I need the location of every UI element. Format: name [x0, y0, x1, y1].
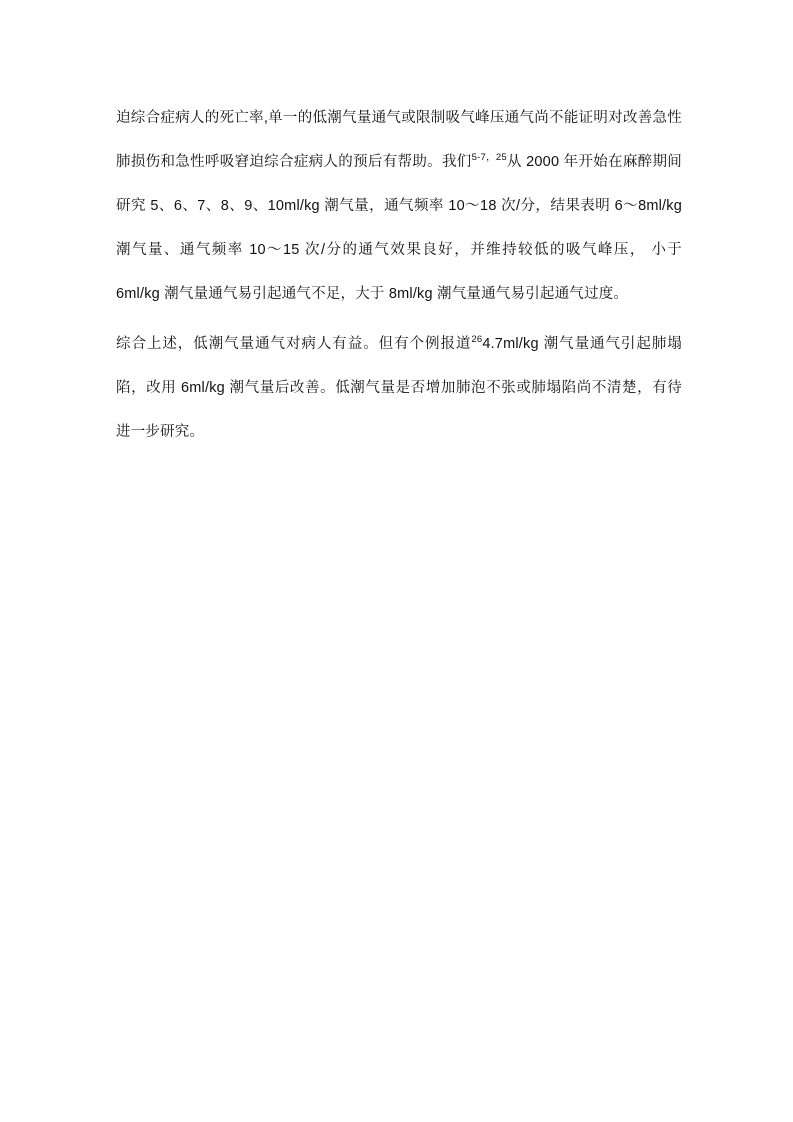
paragraph-1 [116, 96, 682, 316]
reference-superscript: 26 [471, 334, 483, 346]
text-run: 4.7ml/kg 潮气量通气引起肺塌陷，改用 6ml/kg 潮气量后改善。低潮气量是否增加肺泡不张或肺塌陷尚不清楚，有待进一步研究。 [116, 336, 682, 440]
document-body [116, 96, 682, 454]
text-run: 迫综合症病人的死亡率,单一的低潮气量通气或限制吸气峰压通气尚不能证明对改善急性肺损伤和急性呼吸窘迫综合症病人的预后有帮助。我们 [116, 110, 682, 170]
paragraph-2 [116, 322, 682, 454]
reference-superscript: 5-7，25 [471, 152, 507, 164]
text-run: 综合上述，低潮气量通气对病人有益。但有个例报道 [116, 336, 472, 352]
text-run: 从 2000 年开始在麻醉期间研究 5、6、7、8、9、10ml/kg 潮气量，通气频率 10～18 次/分，结果表明 6～8ml/kg 潮气量、通气频率 10～15 次/分的通气效果良好，并维持较低的吸气峰压， 小于 6ml/kg 潮气量通气易引起通气不足，大于 8ml/kg 潮气量通气易引起通气过度。 [116, 154, 682, 302]
